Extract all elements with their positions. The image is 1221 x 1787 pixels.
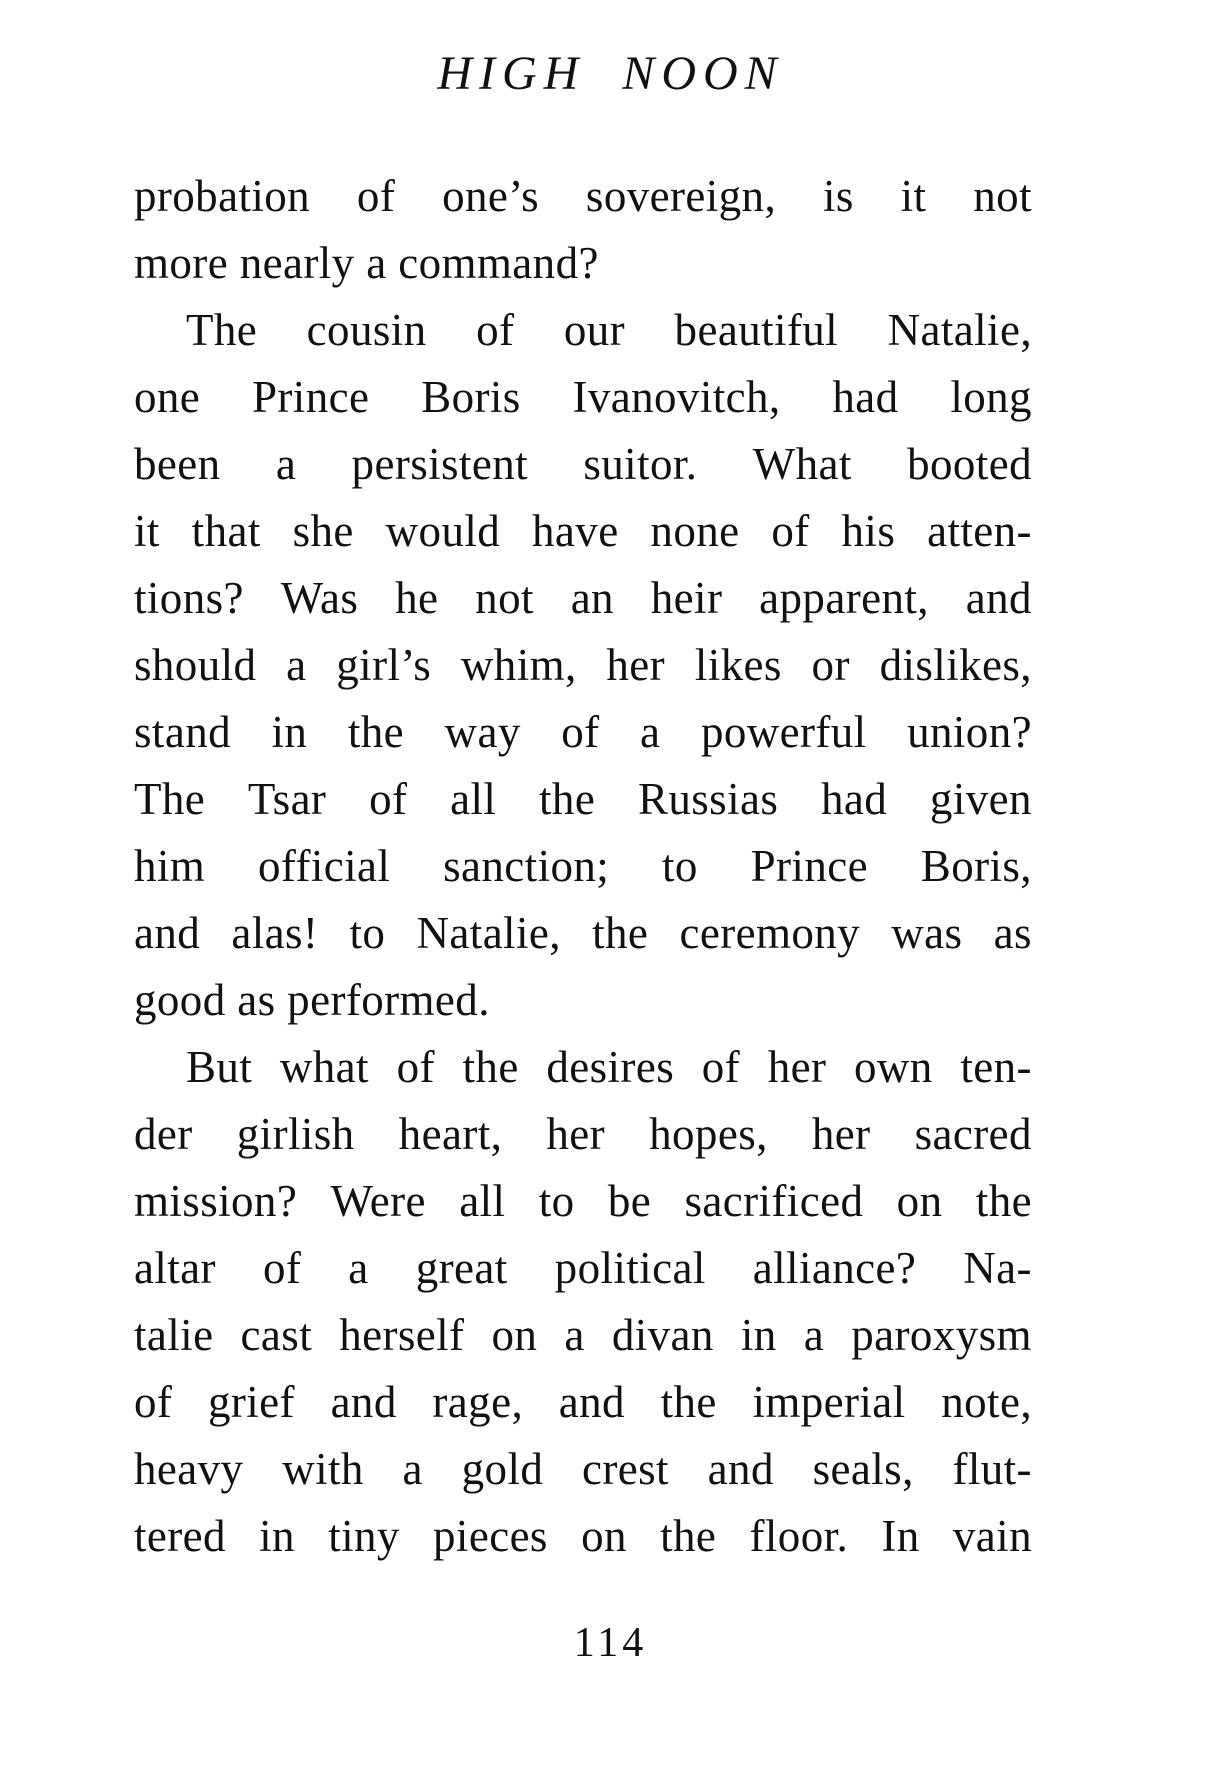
text-line: heavy with a gold crest and seals, flut- (134, 1444, 1032, 1494)
text-line: The Tsar of all the Russias had given (134, 774, 1032, 824)
running-head: HIGH NOON (437, 47, 784, 100)
text-line: altar of a great political alliance? Na- (134, 1243, 1032, 1293)
text-line: more nearly a command? (134, 238, 599, 288)
text-line: The cousin of our beautiful Natalie, (186, 305, 1032, 355)
text-line: mission? Were all to be sacrificed on the (134, 1176, 1032, 1226)
text-line: of grief and rage, and the imperial note, (134, 1377, 1032, 1427)
text-line: tions? Was he not an heir apparent, and (134, 573, 1032, 623)
text-line: been a persistent suitor. What booted (134, 439, 1032, 489)
text-line: But what of the desires of her own ten- (186, 1042, 1032, 1092)
text-line: tered in tiny pieces on the floor. In vain (134, 1511, 1032, 1561)
text-line: one Prince Boris Ivanovitch, had long (134, 372, 1032, 422)
page-number: 114 (573, 1620, 648, 1666)
text-line: it that she would have none of his atten- (134, 506, 1032, 556)
text-line: talie cast herself on a divan in a paroxysm (134, 1310, 1032, 1360)
body-text (134, 163, 1032, 1570)
text-line: and alas! to Natalie, the ceremony was as (134, 908, 1032, 958)
text-line: probation of one’s sovereign, is it not (134, 171, 1032, 221)
text-line: him official sanction; to Prince Boris, (134, 841, 1032, 891)
text-line: stand in the way of a powerful union? (134, 707, 1032, 757)
text-line: good as performed. (134, 975, 490, 1025)
text-line: der girlish heart, her hopes, her sacred (134, 1109, 1032, 1159)
text-line: should a girl’s whim, her likes or dislikes, (134, 640, 1032, 690)
